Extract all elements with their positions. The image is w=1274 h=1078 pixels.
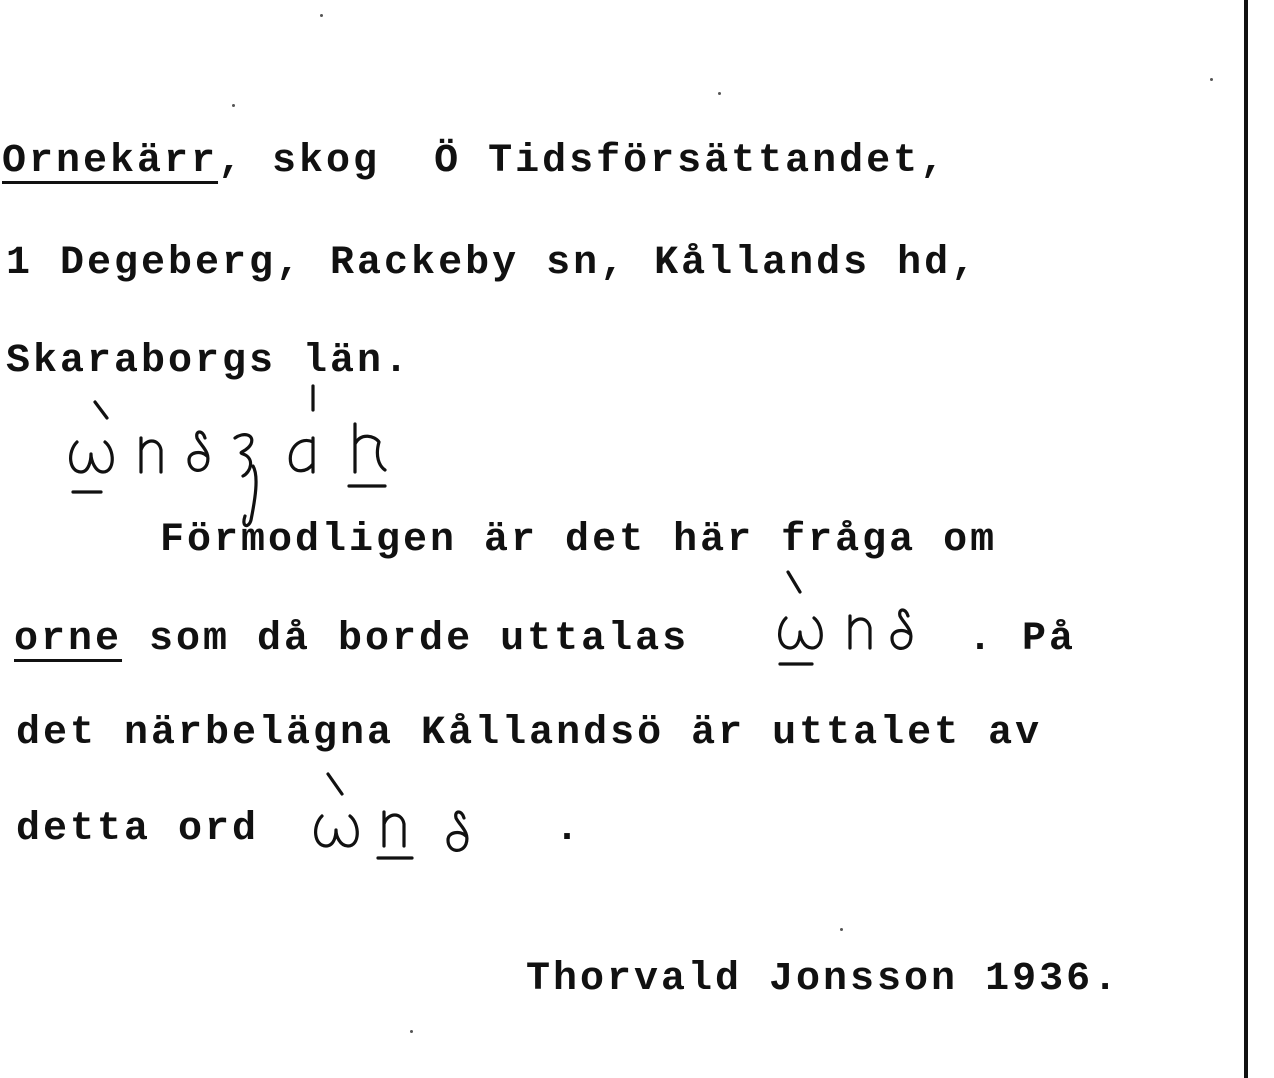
card-edge-line <box>1244 0 1248 1078</box>
phonetic-transcription-name <box>55 380 395 540</box>
comment-line-2-end: . På <box>968 617 1077 662</box>
signature: Thorvald Jonsson 1936. <box>526 957 1121 1002</box>
scan-speck <box>320 14 323 17</box>
place-description: , skog Ö Tidsförsättandet, <box>218 139 948 184</box>
phonetic-transcription-orne-1 <box>772 568 932 678</box>
scan-speck <box>410 1030 413 1033</box>
scan-speck <box>1210 78 1213 81</box>
word-orne: orne <box>14 617 123 662</box>
phonetic-transcription-orne-2 <box>300 768 500 878</box>
location-line: 1 Degeberg, Rackeby sn, Kållands hd, <box>6 241 979 286</box>
county-line: Skaraborgs län. <box>6 339 412 384</box>
comment-line-4: detta ord <box>16 807 260 852</box>
heading-line <box>2 139 948 184</box>
scan-speck <box>718 92 721 95</box>
place-name: Ornekärr <box>2 139 219 184</box>
comment-line-1: Förmodligen är det här fråga om <box>160 518 998 563</box>
comment-line-4-end: . <box>555 807 583 852</box>
comment-line-3: det närbelägna Kållandsö är uttalet av <box>16 711 1043 756</box>
scan-speck <box>840 928 843 931</box>
scan-speck <box>232 104 235 107</box>
comment-line-2: orne som då borde uttalas <box>14 617 690 662</box>
